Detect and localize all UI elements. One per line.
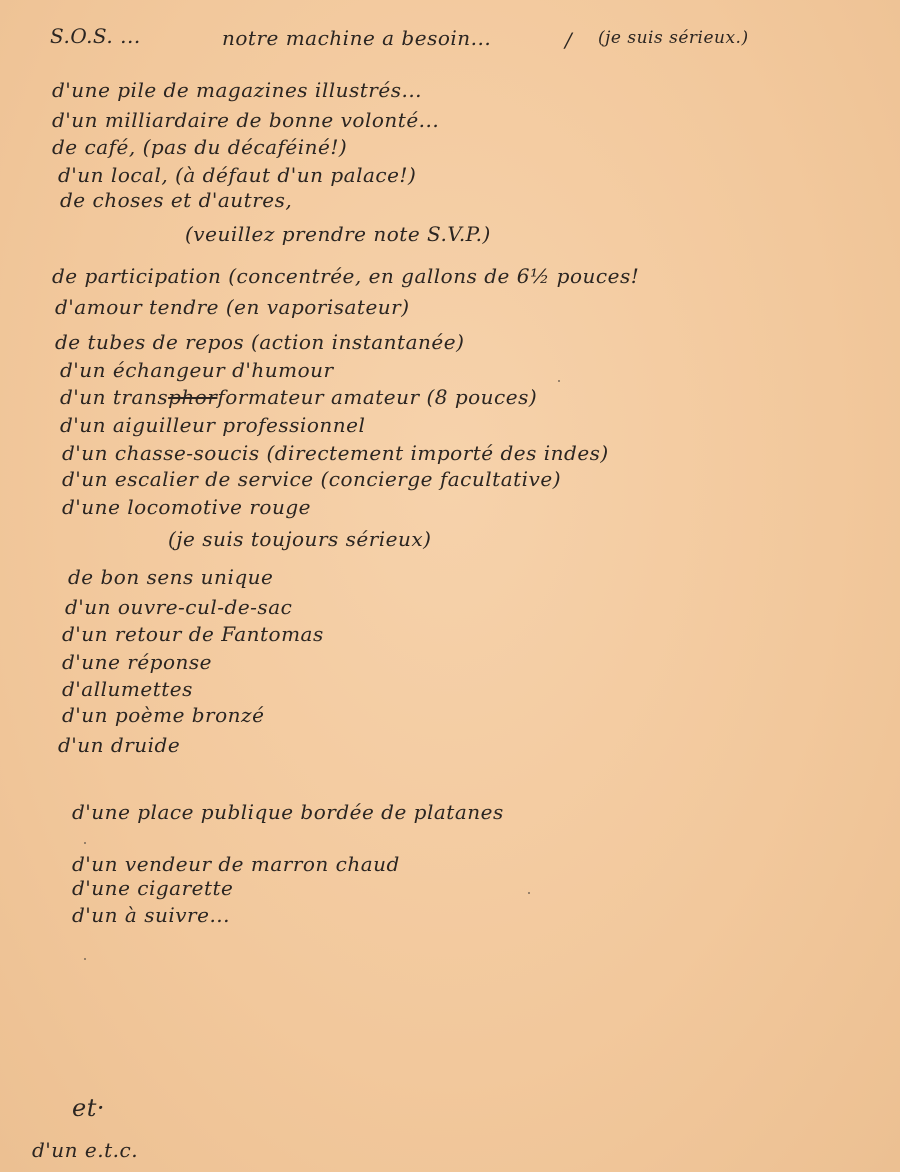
list-item: d'un chasse-soucis (directement importé des indes) xyxy=(62,441,609,465)
list-item: d'une cigarette xyxy=(72,876,234,900)
list-item: d'un aiguilleur professionnel xyxy=(60,413,366,437)
list-item: de bon sens unique xyxy=(68,565,274,589)
list-item: d'un milliardaire de bonne volonté... xyxy=(52,108,440,132)
list-item: de participation (concentrée, en gallons de 6½ pouces! xyxy=(52,264,640,288)
header-main: notre machine a besoin... xyxy=(222,26,492,50)
paper-speck xyxy=(84,842,86,844)
header-sos: S.O.S. ... xyxy=(50,24,141,48)
list-item: d'un vendeur de marron chaud xyxy=(72,852,400,876)
list-item: d'amour tendre (en vaporisateur) xyxy=(55,295,410,319)
et-word: et· xyxy=(72,1094,105,1122)
note-toujours: (je suis toujours sérieux) xyxy=(168,527,432,551)
paper-speck xyxy=(558,380,560,382)
list-item: d'une réponse xyxy=(62,650,212,674)
list-item: d'un druide xyxy=(58,733,181,757)
list-item: d'allumettes xyxy=(62,677,193,701)
list-item: d'une pile de magazines illustrés... xyxy=(52,78,423,102)
trans-prefix: d'un trans xyxy=(60,385,169,409)
list-item: d'un local, (à défaut d'un palace!) xyxy=(58,163,417,187)
list-item: d'un poème bronzé xyxy=(62,703,265,727)
paper-speck xyxy=(84,958,86,960)
list-item: d'un ouvre-cul-de-sac xyxy=(65,595,293,619)
list-item-place: d'une place publique bordée de platanes xyxy=(72,800,504,824)
list-item-transformateur xyxy=(60,385,537,409)
note-prendre: (veuillez prendre note S.V.P.) xyxy=(185,222,491,246)
trans-rest: formateur amateur (8 pouces) xyxy=(217,385,538,409)
list-item: de tubes de repos (action instantanée) xyxy=(55,330,465,354)
list-item: d'un échangeur d'humour xyxy=(60,358,334,382)
list-item: d'une locomotive rouge xyxy=(62,495,311,519)
list-item: d'un escalier de service (concierge facultative) xyxy=(62,467,561,491)
header-aside: (je suis sérieux.) xyxy=(598,28,749,48)
list-item: de choses et d'autres, xyxy=(60,188,293,212)
etc-line: d'un e.t.c. xyxy=(32,1138,139,1162)
list-item: d'un retour de Fantomas xyxy=(62,622,324,646)
list-item: de café, (pas du décaféiné!) xyxy=(52,135,348,159)
list-item: d'un à suivre... xyxy=(72,903,231,927)
header-slash: / xyxy=(565,28,573,52)
crossed-out-text: phor xyxy=(168,385,218,409)
paper-speck xyxy=(528,892,530,894)
